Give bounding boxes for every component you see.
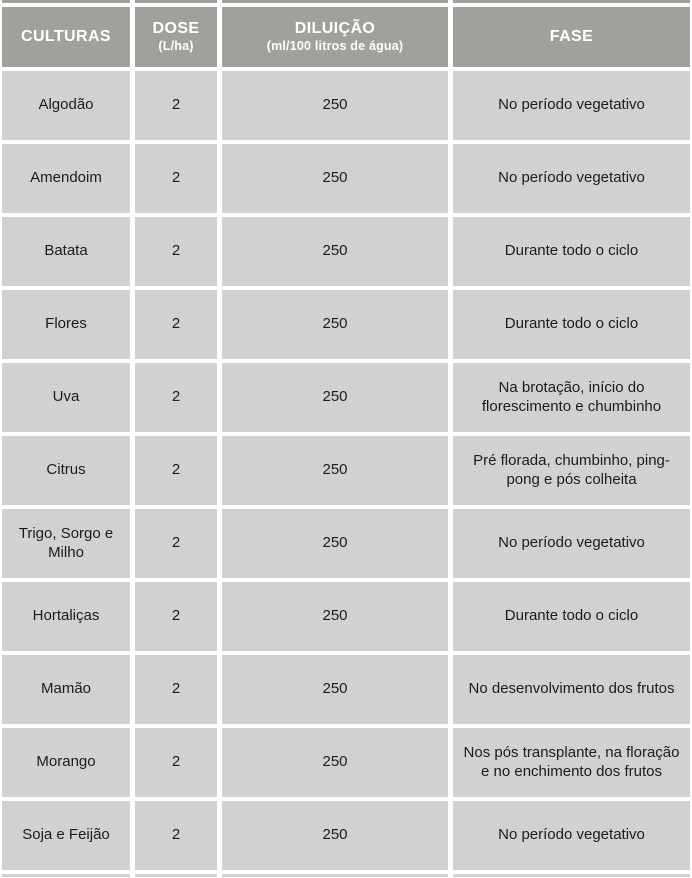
cell-fase: Nos pós transplante, na floração e no enchimento dos frutos bbox=[453, 728, 690, 797]
cell-fase: No período vegetativo bbox=[453, 509, 690, 578]
cell-diluicao: 250 bbox=[222, 71, 448, 140]
cell-diluicao: 250 bbox=[222, 290, 448, 359]
column-title: CULTURAS bbox=[20, 28, 111, 45]
cell-diluicao: 250 bbox=[222, 582, 448, 651]
cell-fase: No período vegetativo bbox=[453, 71, 690, 140]
cell-diluicao: 250 bbox=[222, 655, 448, 724]
cell-diluicao: 250 bbox=[222, 436, 448, 505]
header-cell-culturas bbox=[2, 7, 130, 67]
cell-dose: 2 bbox=[135, 71, 217, 140]
column-title: DOSE bbox=[152, 20, 200, 38]
table-row bbox=[2, 728, 690, 797]
cell-fase: Durante todo o ciclo bbox=[453, 582, 690, 651]
cell-cultura: Batata bbox=[2, 217, 130, 286]
cell-dose: 2 bbox=[135, 436, 217, 505]
table-row bbox=[2, 801, 690, 870]
cell-fase: Pré florada, chumbinho, ping-pong e pós colheita bbox=[453, 436, 690, 505]
cell-dose: 2 bbox=[135, 655, 217, 724]
table-row bbox=[2, 71, 690, 140]
table-header-row bbox=[2, 7, 690, 67]
cell-diluicao: 250 bbox=[222, 144, 448, 213]
cell-dose: 2 bbox=[135, 801, 217, 870]
cut-row-top bbox=[2, 0, 690, 3]
cell-dose: 2 bbox=[135, 582, 217, 651]
column-title: DILUIÇÃO bbox=[294, 20, 376, 38]
cell-fase: No período vegetativo bbox=[453, 801, 690, 870]
column-title: FASE bbox=[549, 28, 594, 45]
cut-cell bbox=[222, 0, 448, 3]
cut-cell bbox=[222, 874, 448, 877]
column-subtitle: (ml/100 litros de água) bbox=[266, 39, 404, 54]
cell-fase: Durante todo o ciclo bbox=[453, 290, 690, 359]
header-cell-fase bbox=[453, 7, 690, 67]
cell-cultura: Hortaliças bbox=[2, 582, 130, 651]
cell-diluicao: 250 bbox=[222, 363, 448, 432]
cell-diluicao: 250 bbox=[222, 801, 448, 870]
table-row bbox=[2, 655, 690, 724]
cell-dose: 2 bbox=[135, 217, 217, 286]
cell-fase: No período vegetativo bbox=[453, 144, 690, 213]
cell-diluicao: 250 bbox=[222, 728, 448, 797]
cell-fase: Durante todo o ciclo bbox=[453, 217, 690, 286]
column-subtitle: (L/ha) bbox=[158, 39, 194, 54]
cell-diluicao: 250 bbox=[222, 217, 448, 286]
header-cell-dose bbox=[135, 7, 217, 67]
cut-cell bbox=[135, 874, 217, 877]
header-cell-diluicao bbox=[222, 7, 448, 67]
cell-diluicao: 250 bbox=[222, 509, 448, 578]
table-row bbox=[2, 509, 690, 578]
table-row bbox=[2, 290, 690, 359]
cell-cultura: Amendoim bbox=[2, 144, 130, 213]
cell-dose: 2 bbox=[135, 290, 217, 359]
cut-cell bbox=[453, 0, 690, 3]
table-row bbox=[2, 582, 690, 651]
cell-cultura: Trigo, Sorgo e Milho bbox=[2, 509, 130, 578]
table-row bbox=[2, 363, 690, 432]
cut-cell bbox=[453, 874, 690, 877]
cell-fase: Na brotação, início do florescimento e chumbinho bbox=[453, 363, 690, 432]
table-row bbox=[2, 217, 690, 286]
cell-dose: 2 bbox=[135, 728, 217, 797]
cell-cultura: Morango bbox=[2, 728, 130, 797]
cut-row-bottom bbox=[2, 874, 690, 877]
cell-cultura: Uva bbox=[2, 363, 130, 432]
cell-dose: 2 bbox=[135, 144, 217, 213]
cut-cell bbox=[135, 0, 217, 3]
cell-cultura: Algodão bbox=[2, 71, 130, 140]
cell-cultura: Flores bbox=[2, 290, 130, 359]
cell-cultura: Mamão bbox=[2, 655, 130, 724]
cut-cell bbox=[2, 0, 130, 3]
table-row bbox=[2, 144, 690, 213]
cell-dose: 2 bbox=[135, 509, 217, 578]
cut-cell bbox=[2, 874, 130, 877]
table-row bbox=[2, 436, 690, 505]
cell-cultura: Citrus bbox=[2, 436, 130, 505]
cell-fase: No desenvolvimento dos frutos bbox=[453, 655, 690, 724]
cell-cultura: Soja e Feijão bbox=[2, 801, 130, 870]
cell-dose: 2 bbox=[135, 363, 217, 432]
